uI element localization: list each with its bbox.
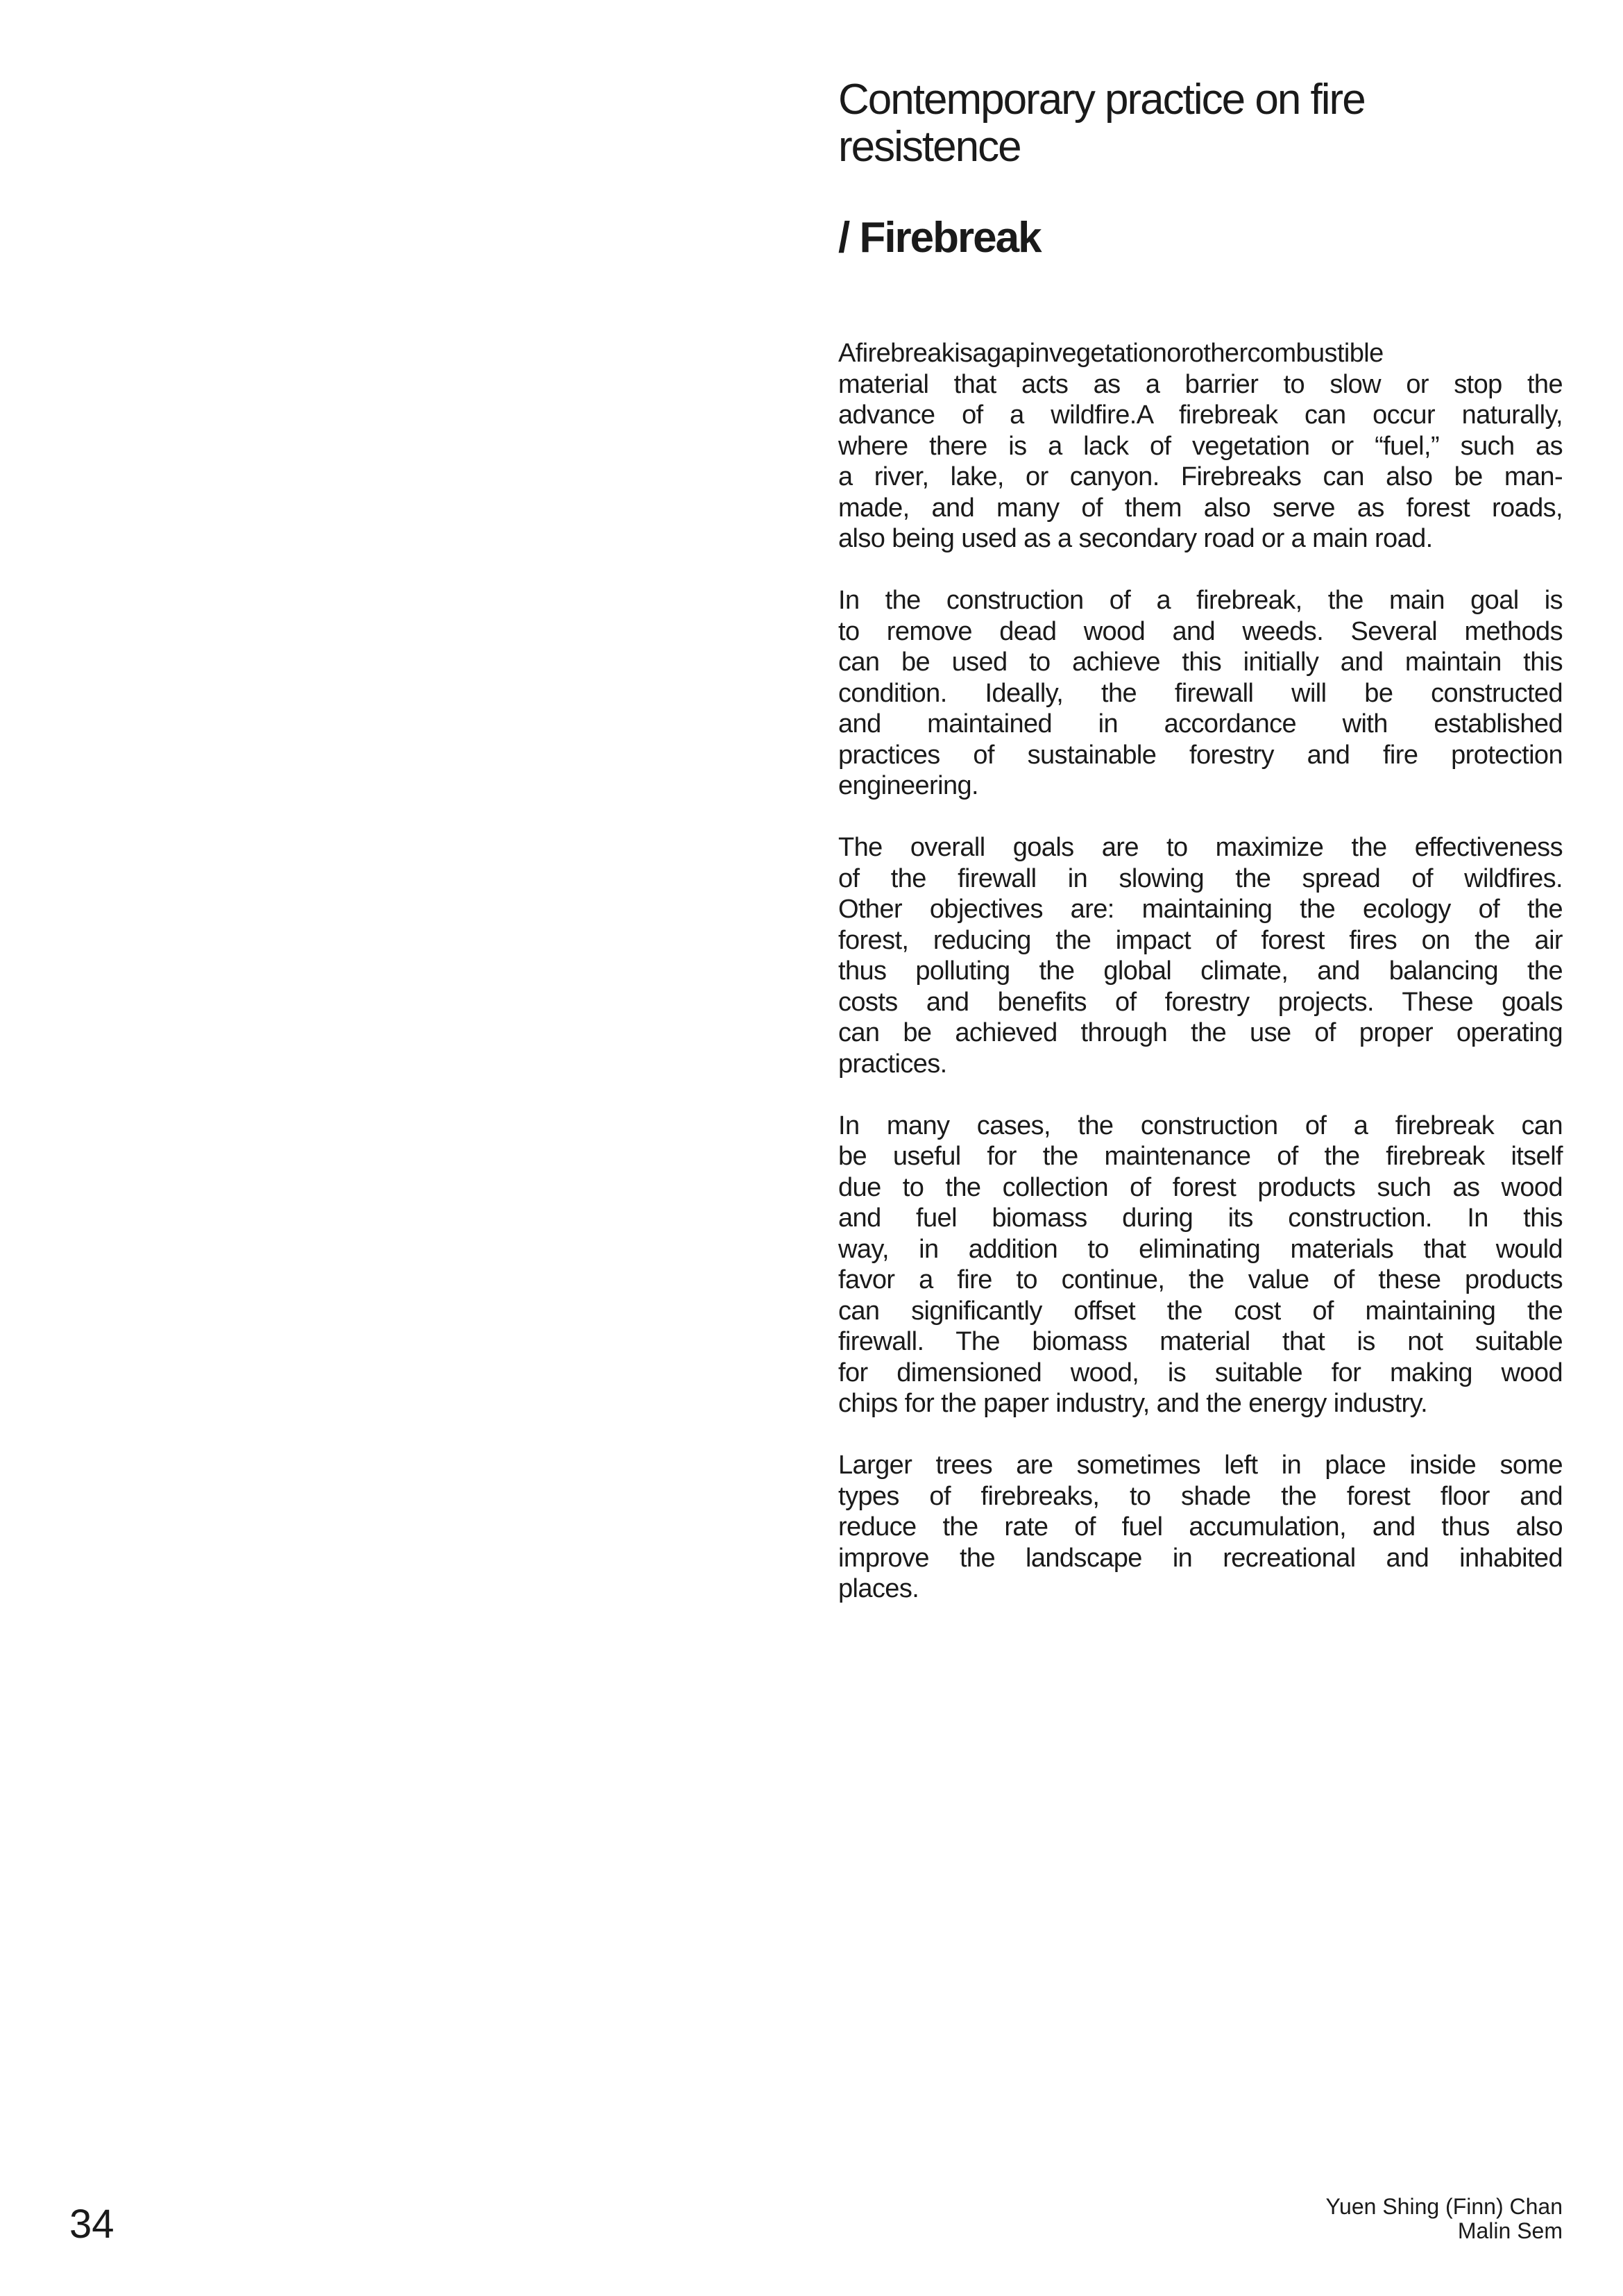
text-line: improve the landscape in recreational and inhabited — [838, 1543, 1563, 1573]
section-subtitle: / Firebreak — [838, 214, 1041, 262]
text-line: favor a fire to continue, the value of these products — [838, 1265, 1563, 1294]
text-line: firewall. The biomass material that is not suitable — [838, 1327, 1563, 1356]
text-line: practices of sustainable forestry and fire protection — [838, 740, 1563, 770]
text-line: can be achieved through the use of proper operating — [838, 1018, 1563, 1047]
text-line: thus polluting the global climate, and balancing the — [838, 956, 1563, 986]
author-name: Yuen Shing (Finn) Chan — [1325, 2194, 1563, 2219]
text-line: of the firewall in slowing the spread of wildfires. — [838, 863, 1563, 893]
text-line: costs and benefits of forestry projects. These goals — [838, 987, 1563, 1017]
text-line: and maintained in accordance with established — [838, 709, 1563, 738]
title-line: Contemporary practice on fire — [838, 76, 1365, 124]
text-line: where there is a lack of vegetation or “fuel,” such as — [838, 431, 1563, 461]
text-line: reduce the rate of fuel accumulation, and thus also — [838, 1512, 1563, 1542]
page-number: 34 — [69, 2202, 114, 2247]
text-line: to remove dead wood and weeds. Several methods — [838, 616, 1563, 646]
paragraph — [838, 832, 1563, 1079]
text-line: advance of a wildfire.A firebreak can occur naturally, — [838, 400, 1563, 430]
text-line: In the construction of a firebreak, the main goal is — [838, 586, 1563, 615]
text-line: also being used as a secondary road or a main road. — [838, 524, 1433, 553]
text-line: can significantly offset the cost of maintaining the — [838, 1296, 1563, 1326]
text-line: In many cases, the construction of a firebreak can — [838, 1111, 1563, 1140]
text-line: Other objectives are: maintaining the ecology of the — [838, 895, 1563, 924]
page-title — [838, 76, 1601, 171]
text-line: made, and many of them also serve as forest roads, — [838, 493, 1563, 523]
text-line: Afirebreakisagapinvegetationorothercombustible — [838, 339, 1384, 368]
text-line: chips for the paper industry, and the energy industry. — [838, 1389, 1428, 1418]
title-line: resistence — [838, 123, 1021, 171]
text-line: engineering. — [838, 771, 978, 800]
text-line: condition. Ideally, the firewall will be constructed — [838, 678, 1563, 708]
text-line: The overall goals are to maximize the effectiveness — [838, 833, 1563, 862]
text-line: can be used to achieve this initially and maintain this — [838, 648, 1563, 677]
paragraph — [838, 1450, 1563, 1605]
text-line: practices. — [838, 1049, 947, 1079]
text-line: places. — [838, 1574, 919, 1603]
text-line: way, in addition to eliminating materials that would — [838, 1234, 1563, 1264]
text-line: and fuel biomass during its construction. In this — [838, 1204, 1563, 1233]
author-name: Malin Sem — [1457, 2218, 1563, 2243]
text-line: forest, reducing the impact of forest fires on the air — [838, 925, 1563, 955]
text-line: Larger trees are sometimes left in place inside some — [838, 1451, 1563, 1480]
body-text — [838, 338, 1563, 1635]
paragraph — [838, 1111, 1563, 1419]
text-line: for dimensioned wood, is suitable for making wood — [838, 1358, 1563, 1387]
text-line: types of firebreaks, to shade the forest floor and — [838, 1481, 1563, 1511]
text-line: a river, lake, or canyon. Firebreaks can also be man- — [838, 462, 1563, 491]
paragraph — [838, 585, 1563, 802]
paragraph — [838, 338, 1563, 555]
text-line: material that acts as a barrier to slow or stop the — [838, 369, 1563, 399]
text-line: be useful for the maintenance of the firebreak itself — [838, 1142, 1563, 1171]
text-line: due to the collection of forest products such as wood — [838, 1172, 1563, 1202]
authors — [1325, 2195, 1563, 2243]
